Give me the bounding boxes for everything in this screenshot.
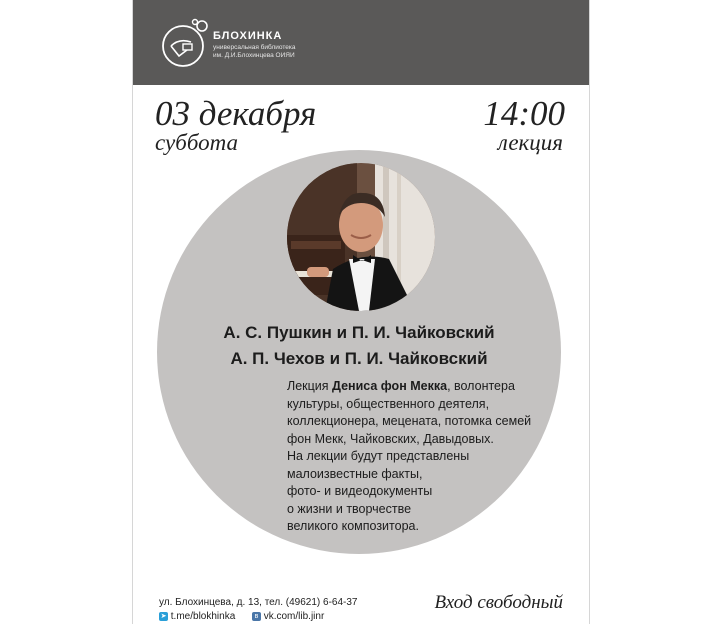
description-line-4: фон Мекк, Чайковских, Давыдовых. bbox=[287, 431, 494, 446]
logo-name: БЛОХИНКА bbox=[213, 30, 283, 42]
description-line-9: великого композитора. bbox=[287, 519, 419, 533]
footer-address: ул. Блохинцева, д. 13, тел. (49621) 6-64-37 bbox=[159, 597, 358, 608]
telegram-link[interactable]: t.me/blokhinka bbox=[170, 611, 236, 622]
speaker-portrait bbox=[287, 163, 435, 311]
lecture-description bbox=[287, 378, 537, 536]
logo-subtitle-line-1: универсальная библиотека bbox=[213, 44, 296, 51]
description-prefix: Лекция bbox=[287, 379, 333, 393]
header-bar bbox=[133, 0, 589, 85]
library-logo-icon bbox=[157, 16, 213, 72]
description-line-6: малоизвестные факты, bbox=[287, 466, 423, 481]
lecture-titles bbox=[157, 320, 561, 372]
description-line-1-rest: , волонтера bbox=[447, 379, 515, 393]
description-line-1 bbox=[287, 378, 537, 396]
event-date: 03 декабря bbox=[155, 94, 317, 133]
lecture-title-2: А. П. Чехов и П. И. Чайковский bbox=[230, 349, 488, 368]
description-line-5: На лекции будут представлены bbox=[287, 449, 470, 463]
event-time: 14:00 bbox=[483, 94, 565, 133]
lecture-title-1: А. С. Пушкин и П. И. Чайковский bbox=[223, 323, 495, 342]
vk-link[interactable]: vk.com/lib.jinr bbox=[263, 611, 325, 622]
footer-links bbox=[159, 611, 324, 622]
description-line-2: культуры, общественного деятеля, bbox=[287, 396, 490, 411]
poster bbox=[132, 0, 590, 624]
description-line-3: коллекционера, мецената, потомка семей bbox=[287, 414, 532, 428]
speaker-name: Дениса фон Мекка bbox=[332, 379, 448, 393]
description-line-7: фото- и видеодокументы bbox=[287, 484, 433, 498]
event-kind: лекция bbox=[497, 130, 563, 155]
telegram-icon: ➤ bbox=[160, 612, 167, 620]
logo-subtitle bbox=[213, 44, 353, 60]
free-entry-label: Вход свободный bbox=[434, 592, 563, 613]
logo-subtitle-line-2: им. Д.И.Блохинцева ОИЯИ bbox=[213, 52, 295, 59]
description-line-8: о жизни и творчестве bbox=[287, 501, 412, 516]
vk-icon: в bbox=[252, 612, 261, 621]
event-weekday: суббота bbox=[155, 130, 238, 155]
